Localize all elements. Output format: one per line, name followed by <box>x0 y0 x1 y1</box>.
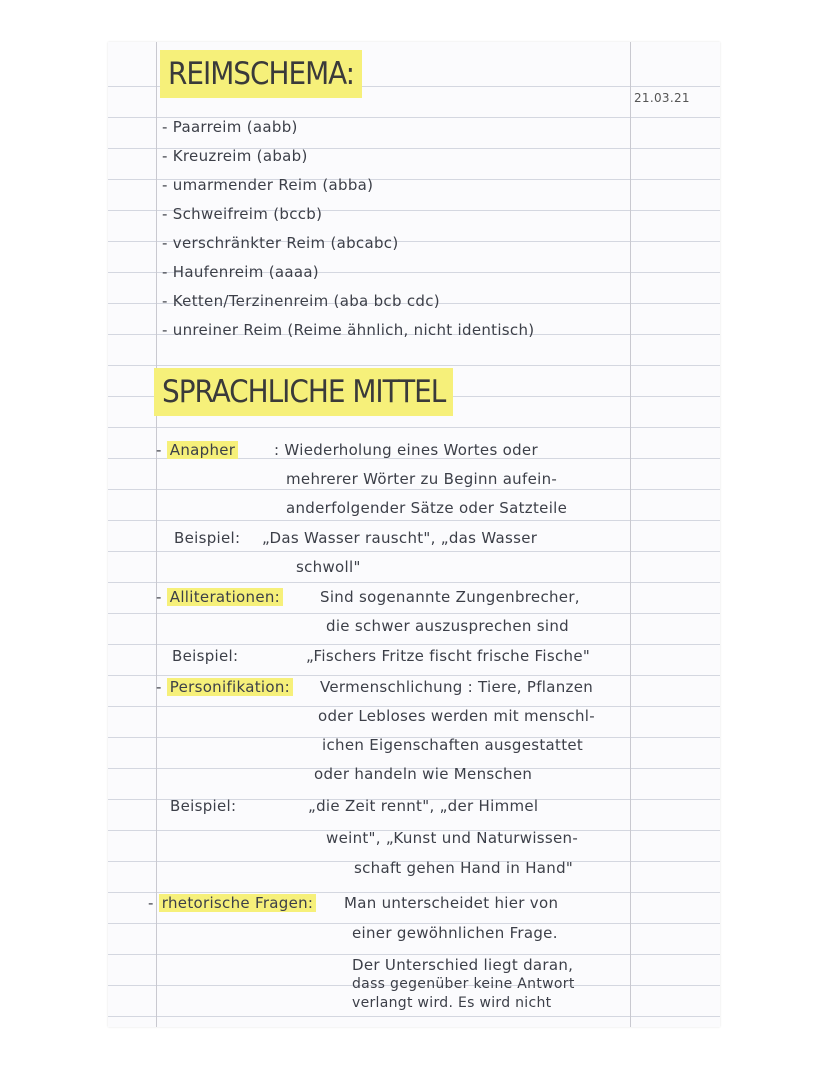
anapher-term: Anapher <box>167 441 238 459</box>
personifikation-def: oder Lebloses werden mit menschl- <box>318 707 595 725</box>
personifikation-beispiel: schaft gehen Hand in Hand" <box>354 859 574 877</box>
reimschema-item: - Ketten/Terzinenreim (aba bcb cdc) <box>162 292 440 310</box>
notebook-page <box>108 42 720 1027</box>
anapher-entry: - Anapher <box>156 440 238 460</box>
date: 21.03.21 <box>634 91 690 105</box>
reimschema-item: - umarmender Reim (abba) <box>162 176 374 194</box>
anapher-def: anderfolgender Sätze oder Satzteile <box>286 499 568 517</box>
personifikation-def: oder handeln wie Menschen <box>314 765 533 783</box>
personifikation-term: Personifikation: <box>167 678 293 696</box>
reimschema-item: - Schweifreim (bccb) <box>162 205 323 223</box>
reimschema-item: - unreiner Reim (Reime ähnlich, nicht identisch) <box>162 321 535 339</box>
personifikation-def: Vermenschlichung : Tiere, Pflanzen <box>320 678 594 696</box>
reimschema-item: - Haufenreim (aaaa) <box>162 263 319 281</box>
rhetorische-fragen-def: Man unterscheidet hier von <box>344 894 559 912</box>
alliterationen-def: Sind sogenannte Zungenbrecher, <box>320 588 580 606</box>
heading-reimschema: REIMSCHEMA: <box>160 50 362 98</box>
anapher-beispiel-label: Beispiel: <box>174 529 241 547</box>
reimschema-item: - Kreuzreim (abab) <box>162 147 308 165</box>
anapher-beispiel: schwoll" <box>296 558 361 576</box>
rhetorische-fragen-term: rhetorische Fragen: <box>159 894 317 912</box>
anapher-def: mehrerer Wörter zu Beginn aufein- <box>286 470 558 488</box>
right-margin-line <box>630 42 631 1027</box>
heading-sprachliche-mittel: SPRACHLICHE MITTEL <box>154 368 453 416</box>
personifikation-beispiel: weint", „Kunst und Naturwissen- <box>326 829 579 847</box>
personifikation-beispiel: „die Zeit rennt", „der Himmel <box>308 797 539 815</box>
rhetorische-fragen-def: verlangt wird. Es wird nicht <box>352 995 552 1011</box>
anapher-beispiel: „Das Wasser rauscht", „das Wasser <box>262 529 538 547</box>
personifikation-entry: - Personifikation: <box>156 677 293 697</box>
rhetorische-fragen-entry: - rhetorische Fragen: <box>148 893 316 913</box>
rhetorische-fragen-def: Der Unterschied liegt daran, <box>352 956 574 974</box>
anapher-def: : Wiederholung eines Wortes oder <box>274 441 538 459</box>
alliterationen-term: Alliterationen: <box>167 588 283 606</box>
rhetorische-fragen-def: einer gewöhnlichen Frage. <box>352 924 558 942</box>
reimschema-item: - verschränkter Reim (abcabc) <box>162 234 399 252</box>
alliterationen-entry: - Alliterationen: <box>156 587 283 607</box>
reimschema-item: - Paarreim (aabb) <box>162 118 298 136</box>
rhetorische-fragen-def: dass gegenüber keine Antwort <box>352 976 575 992</box>
personifikation-def: ichen Eigenschaften ausgestattet <box>322 736 584 754</box>
alliterationen-def: die schwer auszusprechen sind <box>326 617 569 635</box>
alliterationen-beispiel-label: Beispiel: <box>172 647 239 665</box>
alliterationen-beispiel: „Fischers Fritze fischt frische Fische" <box>306 647 591 665</box>
personifikation-beispiel-label: Beispiel: <box>170 797 237 815</box>
left-margin-line <box>156 42 157 1027</box>
